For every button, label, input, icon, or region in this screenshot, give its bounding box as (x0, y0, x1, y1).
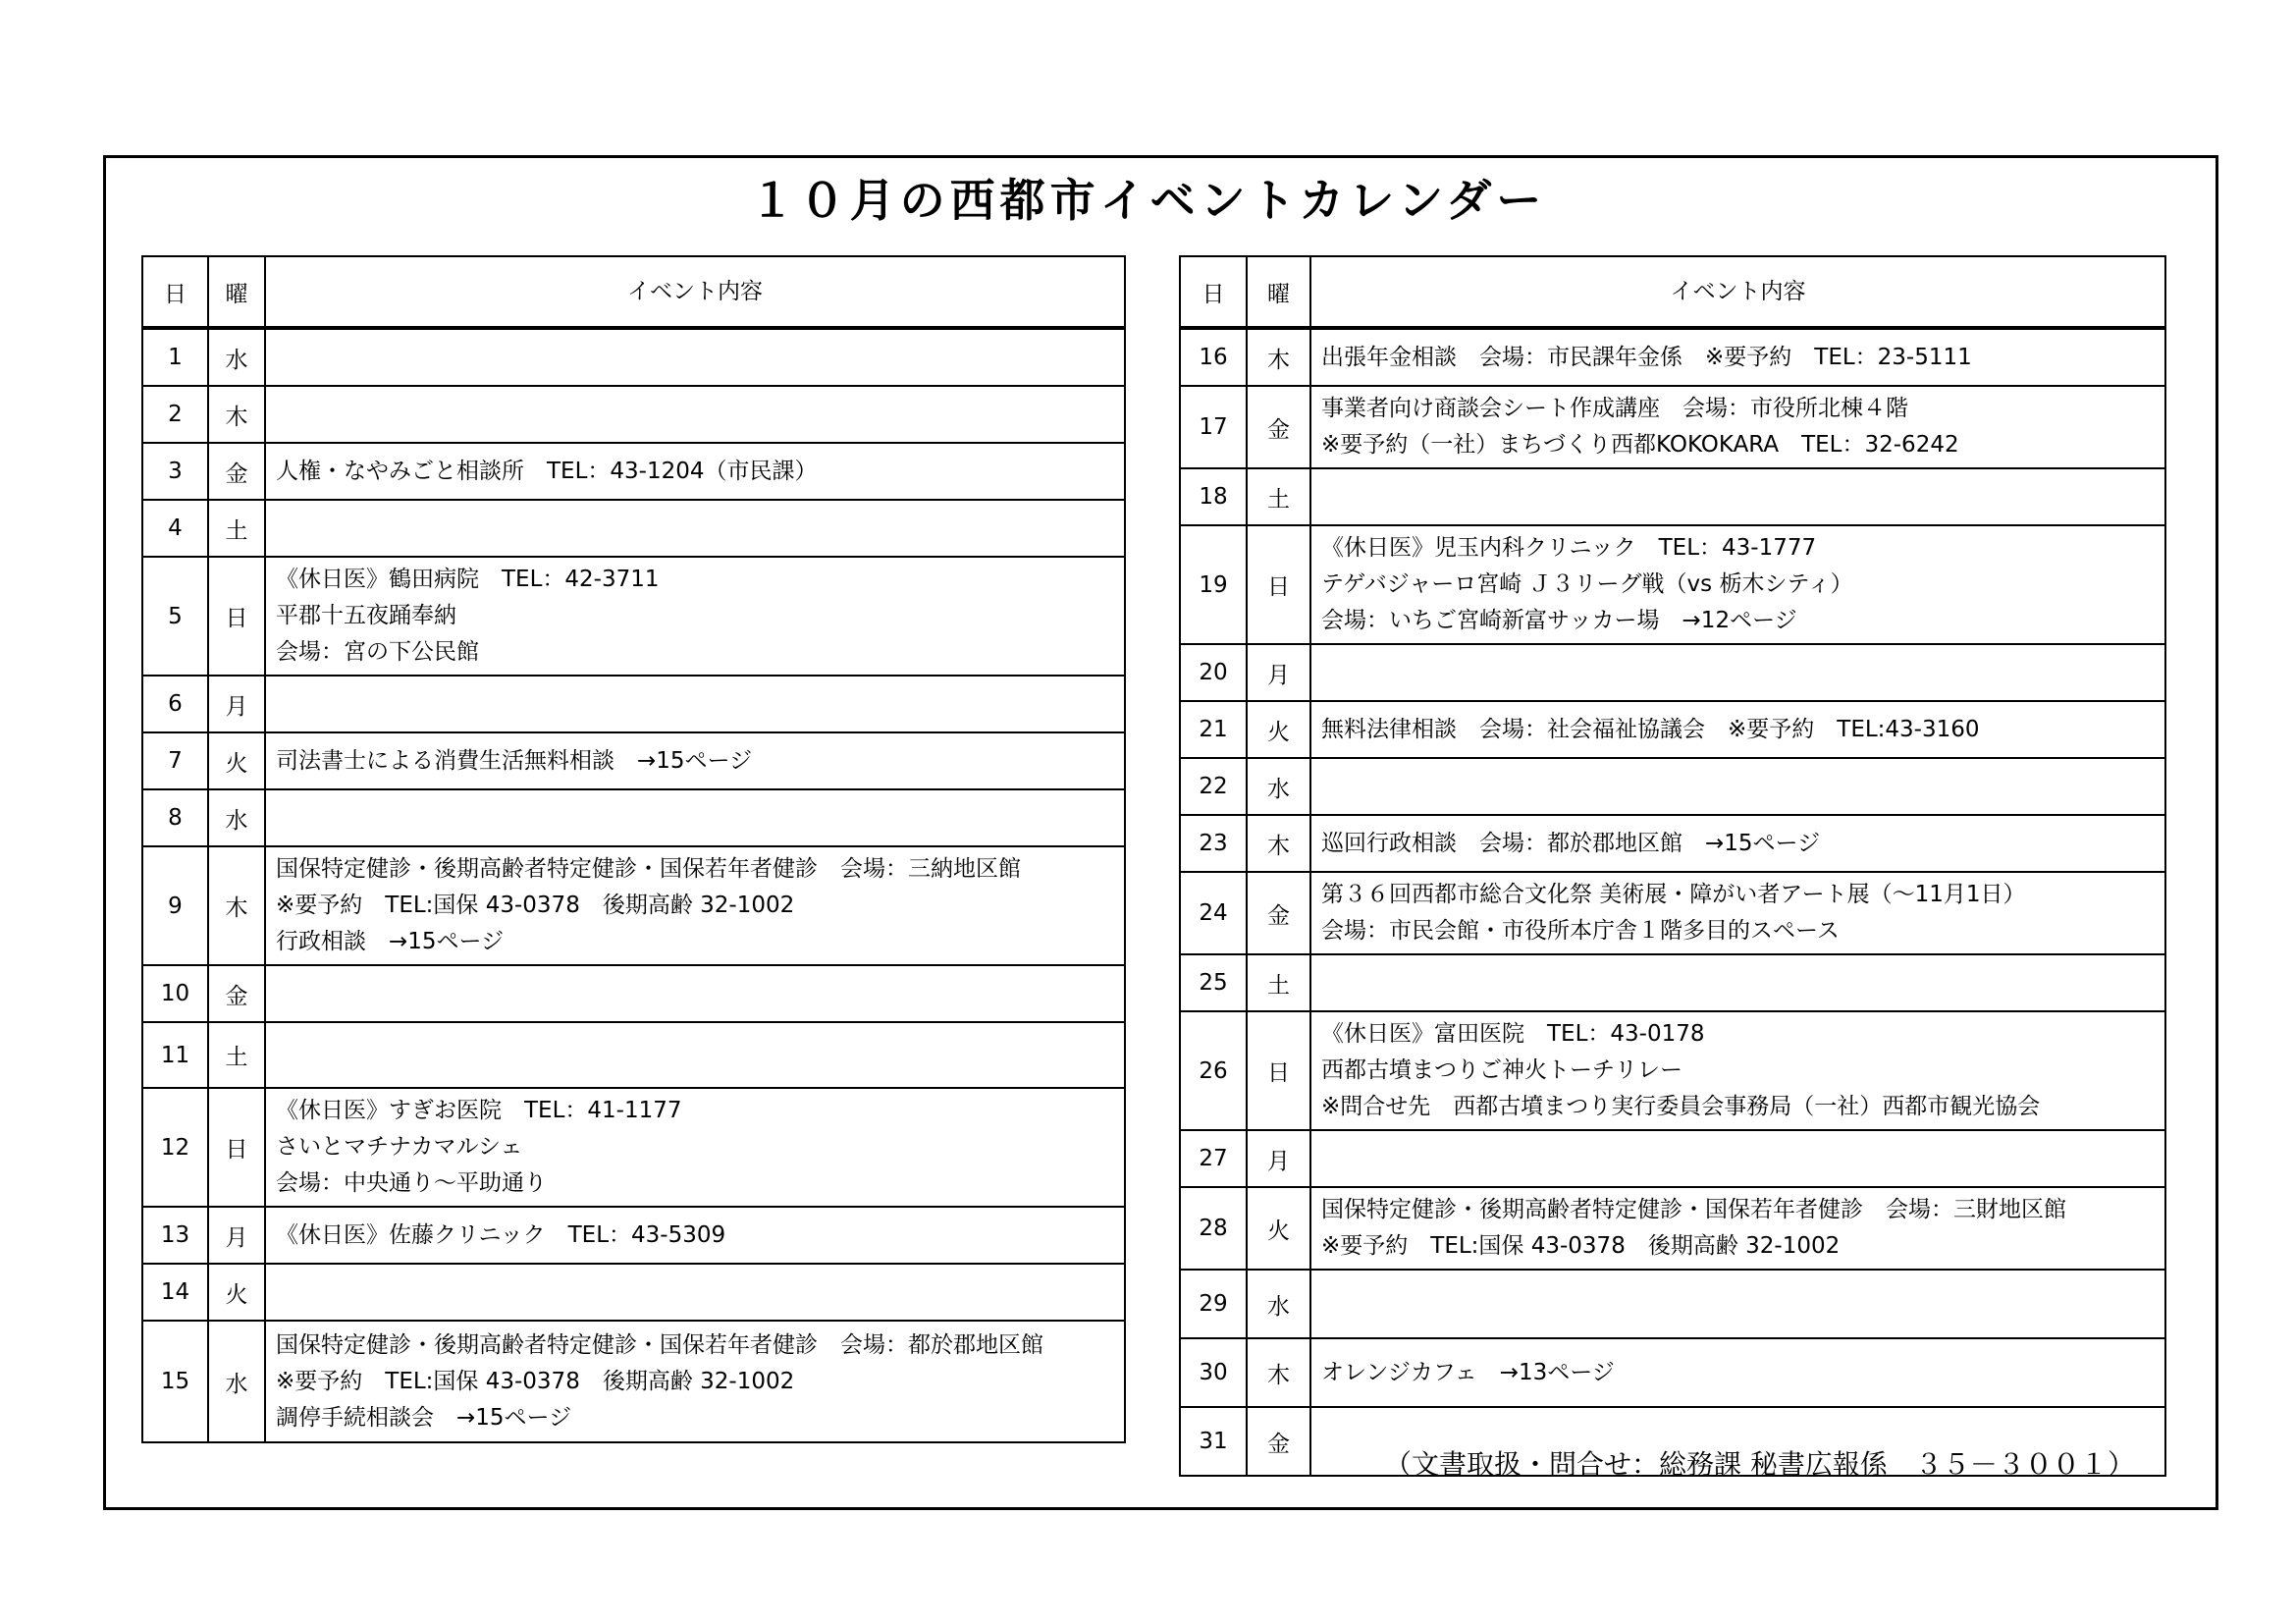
weekday: 水 (208, 1321, 265, 1442)
event-content (1310, 701, 2165, 758)
event-content (1310, 954, 2165, 1011)
weekday: 木 (1247, 815, 1310, 872)
event-content (265, 1088, 1125, 1207)
calendar-row (1180, 954, 2165, 1011)
event-line: 事業者向け商談会シート作成講座 会場：市役所北棟４階 (1321, 396, 1908, 421)
day-number: 28 (1180, 1187, 1247, 1270)
weekday: 日 (208, 557, 265, 676)
event-line: 行政相談 →15ページ (276, 929, 505, 954)
day-number: 8 (142, 789, 208, 846)
event-content (265, 1321, 1125, 1442)
event-line: 国保特定健診・後期高齢者特定健診・国保若年者健診 会場：都於郡地区館 (276, 1331, 1043, 1358)
event-line: 人権・なやみごと相談所 TEL：43-1204（市民課） (276, 458, 818, 484)
calendar-row (1180, 1338, 2165, 1407)
event-content (1310, 1187, 2165, 1270)
weekday: 木 (1247, 1338, 1310, 1407)
event-content (1310, 525, 2165, 644)
calendar-row (142, 557, 1125, 676)
header-event: イベント内容 (1310, 256, 2165, 328)
day-number: 17 (1180, 386, 1247, 468)
event-content (1310, 872, 2165, 954)
weekday: 火 (208, 1264, 265, 1321)
calendar-row (142, 500, 1125, 557)
event-line: 国保特定健診・後期高齢者特定健診・国保若年者健診 会場：三財地区館 (1321, 1197, 2066, 1222)
day-number: 25 (1180, 954, 1247, 1011)
header-weekday: 曜 (1247, 256, 1310, 328)
calendar-row (1180, 872, 2165, 954)
weekday: 土 (1247, 954, 1310, 1011)
event-line: ※問合せ先 西都古墳まつり実行委員会事務局（一社）西都市観光協会 (1321, 1094, 2041, 1119)
calendar-row (142, 1022, 1125, 1088)
event-content (1310, 758, 2165, 815)
event-content (1310, 328, 2165, 386)
calendar-table-left (141, 255, 1126, 1443)
event-line: 会場：中央通り～平助通り (276, 1170, 547, 1196)
day-number: 20 (1180, 644, 1247, 701)
event-content (265, 1207, 1125, 1264)
day-number: 14 (142, 1264, 208, 1321)
event-content (1310, 1130, 2165, 1187)
weekday: 金 (208, 443, 265, 500)
weekday: 金 (1247, 1407, 1310, 1476)
weekday: 日 (1247, 1011, 1310, 1130)
event-line: ※要予約 TEL:国保 43-0378 後期高齢 32-1002 (1321, 1233, 1841, 1259)
event-line: テゲバジャーロ宮崎 Ｊ３リーグ戦（vs 栃木シティ） (1321, 571, 1853, 597)
weekday: 土 (208, 500, 265, 557)
event-content (1310, 386, 2165, 468)
header-event: イベント内容 (265, 256, 1125, 328)
event-line: 第３６回西都市総合文化祭 美術展・障がい者アート展（～11月1日） (1321, 882, 2026, 907)
event-line: 会場：いちご宮崎新富サッカー場 →12ページ (1321, 608, 1797, 633)
day-number: 7 (142, 732, 208, 789)
event-content (1310, 1338, 2165, 1407)
event-line: 国保特定健診・後期高齢者特定健診・国保若年者健診 会場：三納地区館 (276, 856, 1021, 882)
weekday: 月 (208, 676, 265, 732)
weekday: 土 (1247, 468, 1310, 525)
weekday: 金 (1247, 386, 1310, 468)
calendar-row (142, 386, 1125, 443)
weekday: 金 (208, 965, 265, 1022)
calendar-row (142, 443, 1125, 500)
event-line: ※要予約 TEL:国保 43-0378 後期高齢 32-1002 (276, 1368, 795, 1394)
day-number: 21 (1180, 701, 1247, 758)
event-content (265, 328, 1125, 386)
day-number: 10 (142, 965, 208, 1022)
day-number: 9 (142, 846, 208, 965)
event-content (265, 676, 1125, 732)
day-number: 1 (142, 328, 208, 386)
day-number: 23 (1180, 815, 1247, 872)
calendar-row (1180, 328, 2165, 386)
event-line: 《休日医》富田医院 TEL：43-0178 (1321, 1021, 1705, 1047)
event-line: オレンジカフェ →13ページ (1321, 1359, 1615, 1385)
day-number: 19 (1180, 525, 1247, 644)
header-row (142, 256, 1125, 328)
contact-footer: （文書取扱・問合せ：総務課 秘書広報係 ３５－３００１） (1384, 1448, 2135, 1481)
weekday: 月 (1247, 644, 1310, 701)
day-number: 11 (142, 1022, 208, 1088)
event-line: 会場：宮の下公民館 (276, 639, 479, 665)
calendar-row (1180, 1270, 2165, 1338)
weekday: 木 (1247, 328, 1310, 386)
calendar-row (1180, 701, 2165, 758)
calendar-table-right (1179, 255, 2166, 1477)
day-number: 26 (1180, 1011, 1247, 1130)
day-number: 27 (1180, 1130, 1247, 1187)
event-content (1310, 1011, 2165, 1130)
event-content (265, 1022, 1125, 1088)
weekday: 水 (1247, 758, 1310, 815)
event-content (1310, 468, 2165, 525)
event-line: さいとマチナカマルシェ (276, 1134, 523, 1160)
calendar-row (1180, 525, 2165, 644)
calendar-row (1180, 758, 2165, 815)
weekday: 月 (208, 1207, 265, 1264)
event-content (265, 386, 1125, 443)
weekday: 火 (208, 732, 265, 789)
weekday: 月 (1247, 1130, 1310, 1187)
day-number: 2 (142, 386, 208, 443)
weekday: 金 (1247, 872, 1310, 954)
weekday: 木 (208, 846, 265, 965)
event-line: 《休日医》佐藤クリニック TEL：43-5309 (276, 1221, 726, 1248)
event-line: 《休日医》すぎお医院 TEL：41-1177 (276, 1098, 682, 1123)
day-number: 3 (142, 443, 208, 500)
day-number: 13 (142, 1207, 208, 1264)
calendar-row (142, 676, 1125, 732)
event-content (265, 443, 1125, 500)
day-number: 29 (1180, 1270, 1247, 1338)
header-day: 日 (142, 256, 208, 328)
event-line: ※要予約 TEL:国保 43-0378 後期高齢 32-1002 (276, 893, 795, 918)
event-line: 巡回行政相談 会場：都於郡地区館 →15ページ (1321, 830, 1821, 856)
day-number: 12 (142, 1088, 208, 1207)
event-line: 司法書士による消費生活無料相談 →15ページ (276, 747, 753, 774)
page-title: １０月の西都市イベントカレンダー (749, 174, 1547, 227)
event-line: 出張年金相談 会場：市民課年金係 ※要予約 TEL：23-5111 (1321, 344, 1972, 370)
day-number: 31 (1180, 1407, 1247, 1476)
calendar-row (142, 846, 1125, 965)
calendar-row (142, 1088, 1125, 1207)
event-content (265, 500, 1125, 557)
event-line: 会場：市民会館・市役所本庁舎１階多目的スペース (1321, 918, 1840, 944)
day-number: 6 (142, 676, 208, 732)
event-line: 西都古墳まつりご神火トーチリレー (1321, 1057, 1682, 1083)
day-number: 30 (1180, 1338, 1247, 1407)
calendar-row (142, 1264, 1125, 1321)
calendar-row (1180, 386, 2165, 468)
day-number: 22 (1180, 758, 1247, 815)
event-content (1310, 815, 2165, 872)
weekday: 水 (208, 328, 265, 386)
weekday: 水 (1247, 1270, 1310, 1338)
calendar-row (142, 789, 1125, 846)
header-day: 日 (1180, 256, 1247, 328)
event-line: 《休日医》鶴田病院 TEL：42-3711 (276, 567, 660, 592)
weekday: 水 (208, 789, 265, 846)
calendar-row (142, 1207, 1125, 1264)
weekday: 木 (208, 386, 265, 443)
event-content (265, 557, 1125, 676)
calendar-row (1180, 468, 2165, 525)
day-number: 24 (1180, 872, 1247, 954)
day-number: 5 (142, 557, 208, 676)
event-content (265, 732, 1125, 789)
weekday: 火 (1247, 701, 1310, 758)
event-content (265, 846, 1125, 965)
day-number: 18 (1180, 468, 1247, 525)
event-content (265, 1264, 1125, 1321)
day-number: 16 (1180, 328, 1247, 386)
event-content (1310, 644, 2165, 701)
event-line: 《休日医》児玉内科クリニック TEL：43-1777 (1321, 535, 1817, 561)
calendar-row (142, 732, 1125, 789)
calendar-row (142, 965, 1125, 1022)
event-line: 無料法律相談 会場：社会福祉協議会 ※要予約 TEL:43-3160 (1321, 716, 1980, 742)
calendar-row (142, 1321, 1125, 1442)
calendar-body-right (1180, 328, 2165, 1476)
header-weekday: 曜 (208, 256, 265, 328)
calendar-row (1180, 1187, 2165, 1270)
event-line: 調停手続相談会 →15ページ (276, 1404, 572, 1431)
calendar-row (1180, 644, 2165, 701)
event-line: ※要予約（一社）まちづくり西都KOKOKARA TEL：32-6242 (1321, 432, 1959, 458)
event-content (1310, 1270, 2165, 1338)
event-content (265, 965, 1125, 1022)
weekday: 火 (1247, 1187, 1310, 1270)
calendar-row (1180, 1011, 2165, 1130)
day-number: 15 (142, 1321, 208, 1442)
weekday: 日 (208, 1088, 265, 1207)
calendar-row (1180, 1130, 2165, 1187)
event-content (265, 789, 1125, 846)
header-row (1180, 256, 2165, 328)
weekday: 日 (1247, 525, 1310, 644)
calendar-row (1180, 815, 2165, 872)
day-number: 4 (142, 500, 208, 557)
calendar-body-left (142, 328, 1125, 1442)
event-line: 平郡十五夜踊奉納 (276, 603, 456, 628)
calendar-row (142, 328, 1125, 386)
weekday: 土 (208, 1022, 265, 1088)
